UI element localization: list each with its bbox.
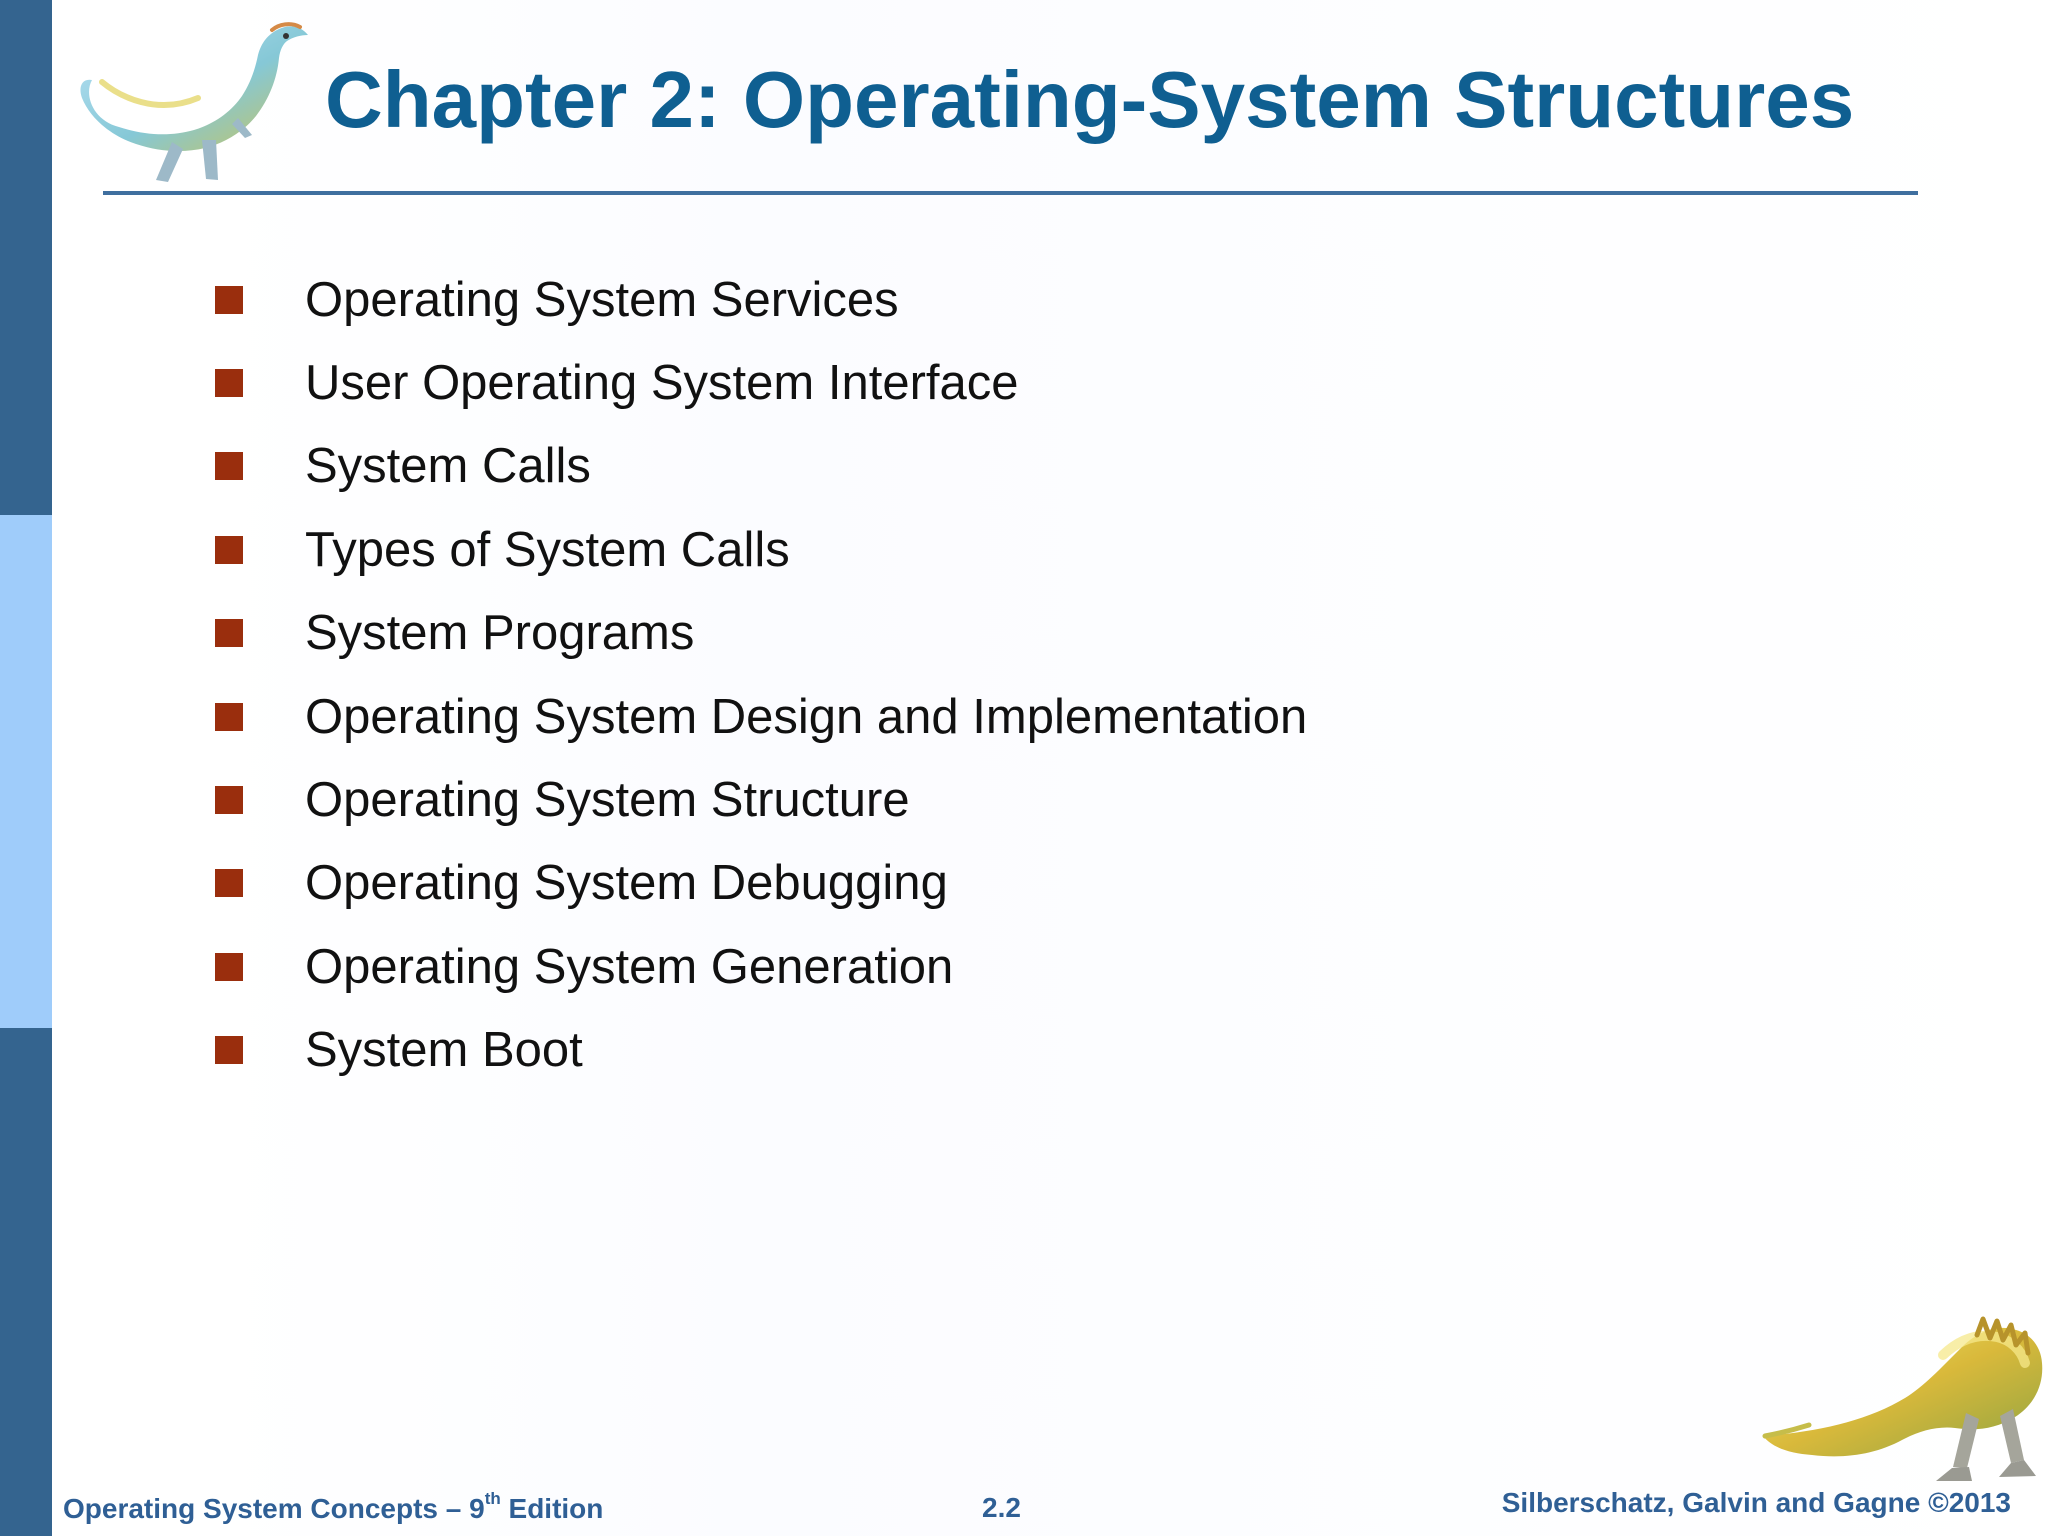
bullet-marker	[215, 953, 243, 981]
side-bar-segment-middle	[0, 515, 52, 1028]
list-item	[215, 425, 1307, 508]
list-item	[215, 1009, 1307, 1092]
title-divider	[103, 191, 1918, 195]
bullet-marker	[215, 286, 243, 314]
bullet-marker	[215, 536, 243, 564]
side-bar-segment-bottom	[0, 1028, 52, 1536]
bullet-text: Operating System Services	[305, 272, 899, 327]
dinosaur-icon	[1745, 1305, 2045, 1490]
bullet-marker	[215, 452, 243, 480]
list-item	[215, 592, 1307, 675]
bullet-text: System Calls	[305, 439, 591, 494]
footer-book-prefix: Operating System Concepts – 9	[63, 1493, 485, 1524]
footer-book-superscript: th	[484, 1489, 501, 1508]
bullet-text: Operating System Structure	[305, 773, 910, 828]
side-bar	[0, 0, 52, 1536]
bullet-marker	[215, 369, 243, 397]
footer-authors: Silberschatz, Galvin and Gagne ©2013	[1501, 1487, 2011, 1518]
list-item	[215, 508, 1307, 591]
bullet-marker	[215, 619, 243, 647]
bullet-marker	[215, 786, 243, 814]
bullet-text: User Operating System Interface	[305, 356, 1019, 411]
list-item	[215, 925, 1307, 1008]
bullet-marker	[215, 1036, 243, 1064]
bullet-text: System Boot	[305, 1023, 583, 1078]
list-item	[215, 675, 1307, 758]
list-item	[215, 341, 1307, 424]
bullet-text: Operating System Generation	[305, 939, 954, 994]
page-number: 2.2	[982, 1492, 1021, 1523]
footer-book-suffix: Edition	[500, 1493, 604, 1524]
footer-book-title	[63, 1489, 604, 1525]
bullet-marker	[215, 869, 243, 897]
bullet-text: Operating System Design and Implementation	[305, 689, 1308, 744]
list-item	[215, 258, 1307, 341]
list-item	[215, 842, 1307, 925]
bullet-text: Operating System Debugging	[305, 856, 948, 911]
dinosaur-icon	[74, 12, 314, 192]
side-bar-segment-top	[0, 0, 52, 515]
bullet-list	[215, 258, 1307, 1092]
page-title: Chapter 2: Operating-System Structures	[325, 55, 1855, 144]
bullet-marker	[215, 703, 243, 731]
list-item	[215, 758, 1307, 841]
bullet-text: Types of System Calls	[305, 522, 790, 577]
bullet-text: System Programs	[305, 606, 695, 661]
